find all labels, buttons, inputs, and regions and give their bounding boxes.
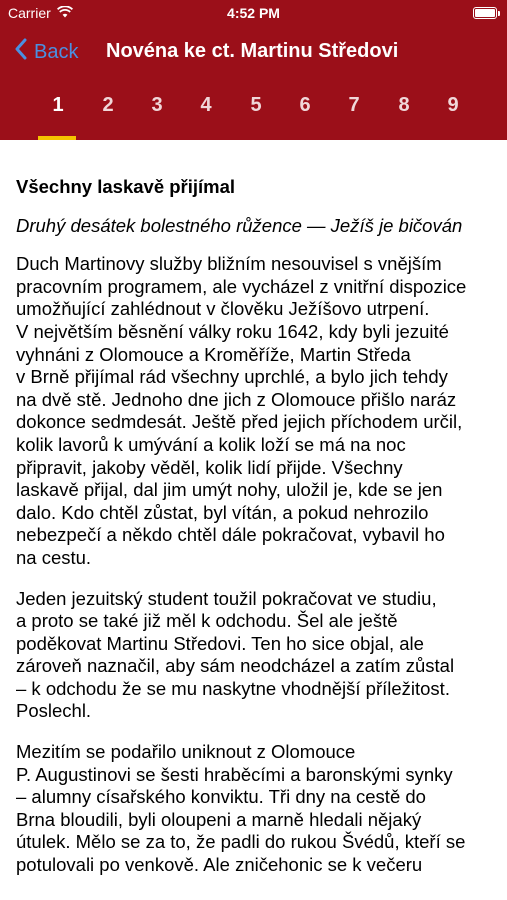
back-button[interactable] bbox=[14, 38, 78, 66]
battery-nub bbox=[498, 11, 500, 16]
status-bar bbox=[0, 0, 507, 28]
paragraph: Duch Martinovy služby bližním nesouvisel s vnějším pracovním programem, ale vycházel z vnitřní dispozice umožňující zahlédnout v člověku Ježíšovo utrpení. V největším běsnění války roku 1642, kdy byli jezuité vyhnáni z Olomouce a Kroměříže, Martin Středa v Brně přijímal rád všechny uprchlé, a bylo jich tehdy na dvě stě. Jednoho dne jich z Olomouce přišlo naráz dokonce sedmdesát. Ještě před jejich příchodem určil, kolik lavorů k umývání a kolik loží se má na noc připravit, jakoby věděl, kolik lidí přijde. Všechny laskavě přijal, dal jim umýt nohy, uložil je, kde se jen dalo. Kdo chtěl zůstat, byl vítán, a pokud nehrozilo nebezpečí a někdo chtěl dále pokračovat, vybavil ho na cestu. bbox=[16, 253, 467, 568]
status-time: 4:52 PM bbox=[227, 5, 280, 21]
paragraph: Jeden jezuitský student toužil pokračovat ve studiu, a proto se také již měl k odchodu. Šel ale ještě poděkovat Martinu Středovi. Ten ho sice objal, ale zároveň naznačil, aby sám neodcházel a zatím zůstal – k odchodu že se mu naskytne vhodnější příležitost. Poslechl. bbox=[16, 587, 455, 722]
novena-text bbox=[16, 176, 496, 895]
page-title: Novéna ke ct. Martinu Středovi bbox=[106, 40, 399, 62]
tab-7[interactable]: 7 bbox=[348, 94, 360, 116]
section-subheading: Druhý desátek bolestného růžence — Ježíš je bičován bbox=[16, 214, 463, 236]
tab-6[interactable]: 6 bbox=[299, 94, 311, 116]
tab-3[interactable]: 3 bbox=[151, 94, 163, 116]
battery-fill bbox=[475, 9, 495, 17]
tab-8[interactable]: 8 bbox=[398, 94, 410, 116]
paragraph: Mezitím se podařilo uniknout z Olomouce P. Augustinovi se šesti hraběcími a baronskými synky – alumny císařského konviktu. Tři dny na cestě do Brna bloudili, byli oloupeni a marně hledali nějaký útulek. Mělo se za to, že padli do rukou Švédů, kteří se potulovali po venkově. Ale zničehonic se k večeru bbox=[16, 741, 466, 876]
tab-5[interactable]: 5 bbox=[250, 94, 262, 116]
chevron-left-icon bbox=[14, 38, 28, 66]
tab-1[interactable]: 1 bbox=[52, 94, 64, 116]
tab-9[interactable]: 9 bbox=[447, 94, 459, 116]
back-label: Back bbox=[34, 40, 79, 63]
tab-4[interactable]: 4 bbox=[200, 94, 212, 116]
tab-2[interactable]: 2 bbox=[102, 94, 114, 116]
carrier-label: Carrier bbox=[8, 5, 51, 21]
navigation-bar bbox=[0, 30, 507, 74]
active-tab-indicator bbox=[38, 136, 76, 140]
section-heading: Všechny laskavě přijímal bbox=[16, 176, 236, 197]
header bbox=[0, 0, 507, 140]
day-tabs bbox=[0, 84, 507, 140]
battery-icon bbox=[473, 7, 497, 19]
